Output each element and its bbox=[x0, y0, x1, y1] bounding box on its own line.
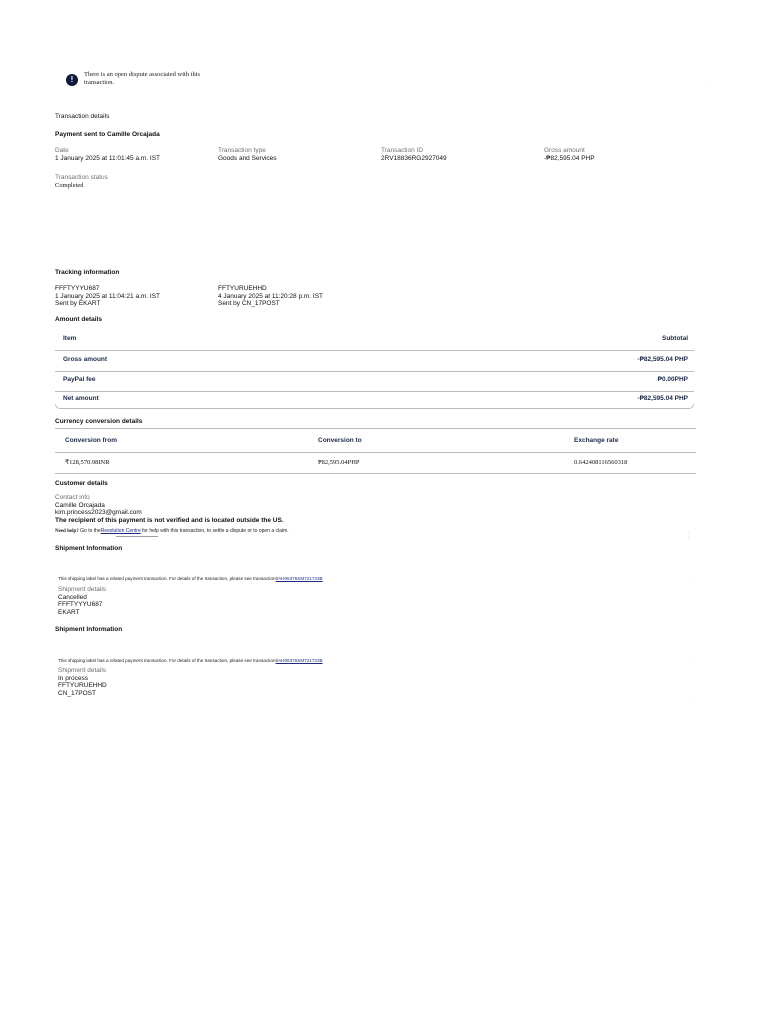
amount-row-item: PayPal fee bbox=[63, 376, 96, 383]
help-prefix: Need help? bbox=[55, 529, 79, 534]
exchange-rate-value: 0.642408116560318 bbox=[574, 459, 628, 466]
decorative-mark: · bbox=[688, 575, 691, 584]
payment-title: Payment sent to Camille Orcajada bbox=[55, 131, 160, 138]
customer-contact: Contact info Camille Orcajada kim.princess2023@gmail.com bbox=[55, 494, 142, 516]
shipment-title: Shipment Information bbox=[55, 626, 123, 633]
shipment-status: Cancelled bbox=[58, 593, 87, 601]
conversion-header-from: Conversion from bbox=[65, 437, 118, 444]
divider bbox=[55, 391, 694, 392]
conversion-header-to: Conversion to bbox=[318, 437, 362, 444]
amount-row-value: -₱82,595.04 PHP bbox=[637, 356, 688, 363]
amount-row-value: -₱82,595.04 PHP bbox=[637, 395, 688, 402]
conversion-to-value: ₱82,595.04PHP bbox=[318, 459, 360, 466]
help-line bbox=[55, 528, 289, 534]
shipment-carrier: EKART bbox=[58, 608, 80, 616]
help-underline bbox=[116, 536, 158, 537]
conversion-header-rate: Exchange rate bbox=[574, 437, 619, 444]
related-transaction-link[interactable]: 0AH06376SM721723B bbox=[275, 576, 323, 581]
amount-header-subtotal: Subtotal bbox=[662, 335, 688, 342]
alert-icon: ! bbox=[66, 74, 78, 86]
dispute-alert-text: There is an open dispute associated with this transaction. bbox=[84, 71, 201, 86]
divider bbox=[55, 371, 694, 372]
shipment-details: Shipment details Cancelled FFFTYYYU687 EKART bbox=[58, 586, 107, 616]
customer-title: Customer details bbox=[55, 480, 108, 487]
table-bottom-border bbox=[55, 404, 694, 409]
divider bbox=[55, 350, 694, 351]
conversion-title: Currency conversion details bbox=[55, 418, 143, 425]
amount-table bbox=[55, 330, 694, 408]
amount-title: Amount details bbox=[55, 316, 102, 323]
amount-row-item: Net amount bbox=[63, 395, 99, 402]
field-transaction-id: Transaction ID 2RV18836RG2927049 bbox=[381, 147, 447, 162]
tracking-item: FFFTYYYU687 1 January 2025 at 11:04:21 a.m. IST Sent by EKART bbox=[55, 285, 161, 307]
shipment-note: This shipping label has a related payment transaction. For details of the transaction, please see transaction0AH06376SM721723B bbox=[58, 576, 323, 581]
conversion-from-value: ₹128,570.98INR bbox=[65, 459, 110, 466]
verification-warning: The recipient of this payment is not verified and is located outside the US. bbox=[55, 517, 284, 524]
customer-email: kim.princess2023@gmail.com bbox=[55, 509, 142, 516]
decorative-mark: · bbox=[688, 698, 691, 707]
decorative-mark: ¦ bbox=[688, 530, 691, 539]
amount-row-item: Gross amount bbox=[63, 356, 108, 363]
field-gross-amount: Gross amount -₱82,595.04 PHP bbox=[544, 147, 595, 162]
section-title-transaction: Transaction details bbox=[55, 113, 110, 120]
field-date: Date 1 January 2025 at 11:01:45 a.m. IST bbox=[55, 147, 161, 162]
tracking-item: FFTYURUEHHD 4 January 2025 at 11:20:28 p.m. IST Sent by CN_17POST bbox=[218, 285, 324, 307]
conversion-table bbox=[55, 428, 696, 474]
shipment-title: Shipment Information bbox=[55, 545, 123, 552]
divider bbox=[55, 428, 696, 429]
divider bbox=[55, 473, 696, 474]
resolution-centre-link[interactable]: Resolution Centre bbox=[100, 528, 141, 534]
shipment-carrier: CN_17POST bbox=[58, 689, 96, 697]
help-text-2: for help with this transaction, to settle a dispute or to open a claim. bbox=[142, 528, 289, 534]
field-transaction-type: Transaction type Goods and Services bbox=[218, 147, 277, 162]
amount-row-value: ₱0.00PHP bbox=[657, 376, 688, 383]
amount-header-item: Item bbox=[63, 335, 77, 342]
shipment-note: This shipping label has a related payment transaction. For details of the transaction, please see transaction0AH06376SM721723B bbox=[58, 658, 323, 663]
shipment-status: In process bbox=[58, 674, 88, 682]
shipment-tracking: FFFTYYYU687 bbox=[58, 601, 103, 608]
help-text-1: Go to the bbox=[80, 528, 101, 534]
shipment-details: Shipment details In process FFTYURUEHHD CN_17POST bbox=[58, 667, 107, 697]
related-transaction-link[interactable]: 0AH06376SM721723B bbox=[275, 658, 323, 663]
shipment-tracking: FFTYURUEHHD bbox=[58, 682, 107, 689]
tracking-title: Tracking information bbox=[55, 269, 120, 276]
decorative-mark: · bbox=[708, 82, 711, 91]
decorative-mark: · bbox=[688, 655, 691, 664]
field-transaction-status: Transaction status Completed bbox=[55, 174, 108, 189]
divider bbox=[55, 452, 696, 453]
